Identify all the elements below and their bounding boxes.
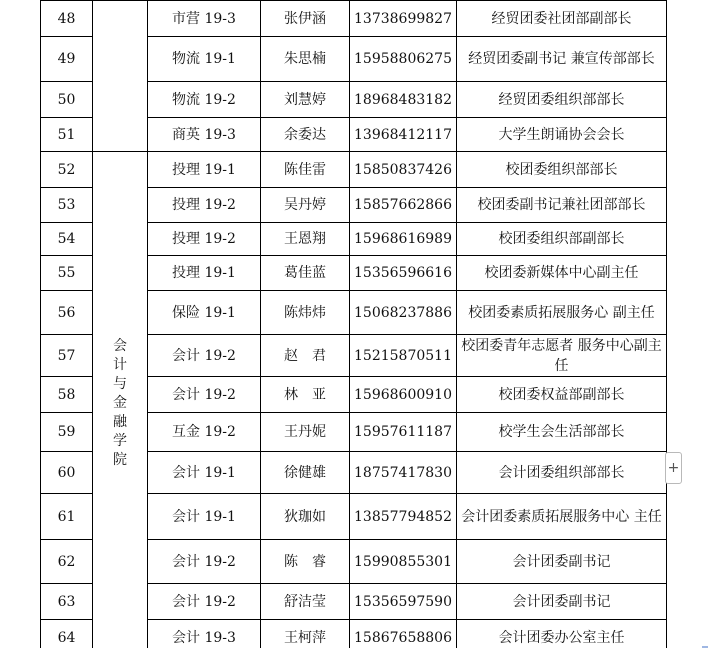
phone-cell: 13857794852 xyxy=(350,494,457,540)
class-cell: 会计 19-1 xyxy=(148,494,261,540)
phone-cell: 15957611187 xyxy=(350,413,457,452)
row-number: 58 xyxy=(41,377,93,413)
class-cell: 会计 19-2 xyxy=(148,335,261,377)
college-cell-previous xyxy=(93,1,148,152)
class-cell: 投理 19-2 xyxy=(148,223,261,256)
row-number: 56 xyxy=(41,291,93,335)
name-cell: 朱思楠 xyxy=(261,37,350,82)
phone-cell: 15850837426 xyxy=(350,152,457,188)
name-cell: 狄珈如 xyxy=(261,494,350,540)
phone-cell: 13968412117 xyxy=(350,118,457,152)
position-cell: 大学生朗诵协会会长 xyxy=(457,118,667,152)
position-cell: 校学生会生活部部长 xyxy=(457,413,667,452)
row-number: 48 xyxy=(41,1,93,37)
name-cell: 吴丹婷 xyxy=(261,188,350,223)
name-cell: 徐健雄 xyxy=(261,452,350,494)
name-cell: 林 亚 xyxy=(261,377,350,413)
name-cell: 王柯萍 xyxy=(261,620,350,648)
class-cell: 会计 19-2 xyxy=(148,540,261,584)
class-cell: 物流 19-1 xyxy=(148,37,261,82)
table-row xyxy=(41,1,667,37)
name-cell: 陈炜炜 xyxy=(261,291,350,335)
phone-cell: 18968483182 xyxy=(350,82,457,118)
name-cell: 王丹妮 xyxy=(261,413,350,452)
table-row xyxy=(41,152,667,188)
row-number: 51 xyxy=(41,118,93,152)
phone-cell: 13738699827 xyxy=(350,1,457,37)
student-roster-table xyxy=(40,0,667,648)
phone-cell: 15356596616 xyxy=(350,256,457,291)
position-cell: 校团委权益部副部长 xyxy=(457,377,667,413)
position-cell: 会计团委办公室主任 xyxy=(457,620,667,648)
position-cell: 校团委副书记兼社团部部长 xyxy=(457,188,667,223)
class-cell: 商英 19-3 xyxy=(148,118,261,152)
row-number: 59 xyxy=(41,413,93,452)
position-cell: 经贸团委社团部副部长 xyxy=(457,1,667,37)
row-number: 62 xyxy=(41,540,93,584)
class-cell: 互金 19-2 xyxy=(148,413,261,452)
class-cell: 会计 19-2 xyxy=(148,584,261,620)
class-cell: 会计 19-2 xyxy=(148,377,261,413)
position-cell: 会计团委素质拓展服务中心 主任 xyxy=(457,494,667,540)
row-number: 50 xyxy=(41,82,93,118)
row-number: 60 xyxy=(41,452,93,494)
position-cell: 校团委组织部部长 xyxy=(457,152,667,188)
row-number: 49 xyxy=(41,37,93,82)
phone-cell: 15968600910 xyxy=(350,377,457,413)
position-cell: 经贸团委组织部部长 xyxy=(457,82,667,118)
college-cell xyxy=(93,152,148,648)
position-cell: 会计团委组织部部长 xyxy=(457,452,667,494)
phone-cell: 15958806275 xyxy=(350,37,457,82)
row-number: 61 xyxy=(41,494,93,540)
name-cell: 刘慧婷 xyxy=(261,82,350,118)
class-cell: 市营 19-3 xyxy=(148,1,261,37)
class-cell: 物流 19-2 xyxy=(148,82,261,118)
phone-cell: 15356597590 xyxy=(350,584,457,620)
phone-cell: 15990855301 xyxy=(350,540,457,584)
name-cell: 陈佳雷 xyxy=(261,152,350,188)
name-cell: 余委达 xyxy=(261,118,350,152)
row-number: 52 xyxy=(41,152,93,188)
class-cell: 投理 19-1 xyxy=(148,256,261,291)
class-cell: 保险 19-1 xyxy=(148,291,261,335)
position-cell: 校团委青年志愿者 服务中心副主任 xyxy=(457,335,667,377)
class-cell: 投理 19-2 xyxy=(148,188,261,223)
position-cell: 校团委新媒体中心副主任 xyxy=(457,256,667,291)
class-cell: 会计 19-1 xyxy=(148,452,261,494)
name-cell: 舒洁莹 xyxy=(261,584,350,620)
phone-cell: 15215870511 xyxy=(350,335,457,377)
row-number: 54 xyxy=(41,223,93,256)
position-cell: 会计团委副书记 xyxy=(457,540,667,584)
phone-cell: 15857662866 xyxy=(350,188,457,223)
name-cell: 张伊涵 xyxy=(261,1,350,37)
phone-cell: 15068237886 xyxy=(350,291,457,335)
class-cell: 会计 19-3 xyxy=(148,620,261,648)
name-cell: 王恩翔 xyxy=(261,223,350,256)
row-number: 55 xyxy=(41,256,93,291)
phone-cell: 15867658806 xyxy=(350,620,457,648)
phone-cell: 15968616989 xyxy=(350,223,457,256)
class-cell: 投理 19-1 xyxy=(148,152,261,188)
position-cell: 校团委组织部副部长 xyxy=(457,223,667,256)
row-number: 57 xyxy=(41,335,93,377)
phone-cell: 18757417830 xyxy=(350,452,457,494)
college-label: 会计与金融学院 xyxy=(113,338,127,468)
row-number: 63 xyxy=(41,584,93,620)
name-cell: 葛佳蓝 xyxy=(261,256,350,291)
position-cell: 会计团委副书记 xyxy=(457,584,667,620)
position-cell: 经贸团委副书记 兼宣传部部长 xyxy=(457,37,667,82)
add-row-button[interactable]: + xyxy=(665,452,682,484)
name-cell: 赵 君 xyxy=(261,335,350,377)
name-cell: 陈 睿 xyxy=(261,540,350,584)
row-number: 64 xyxy=(41,620,93,648)
row-number: 53 xyxy=(41,188,93,223)
position-cell: 校团委素质拓展服务心 副主任 xyxy=(457,291,667,335)
